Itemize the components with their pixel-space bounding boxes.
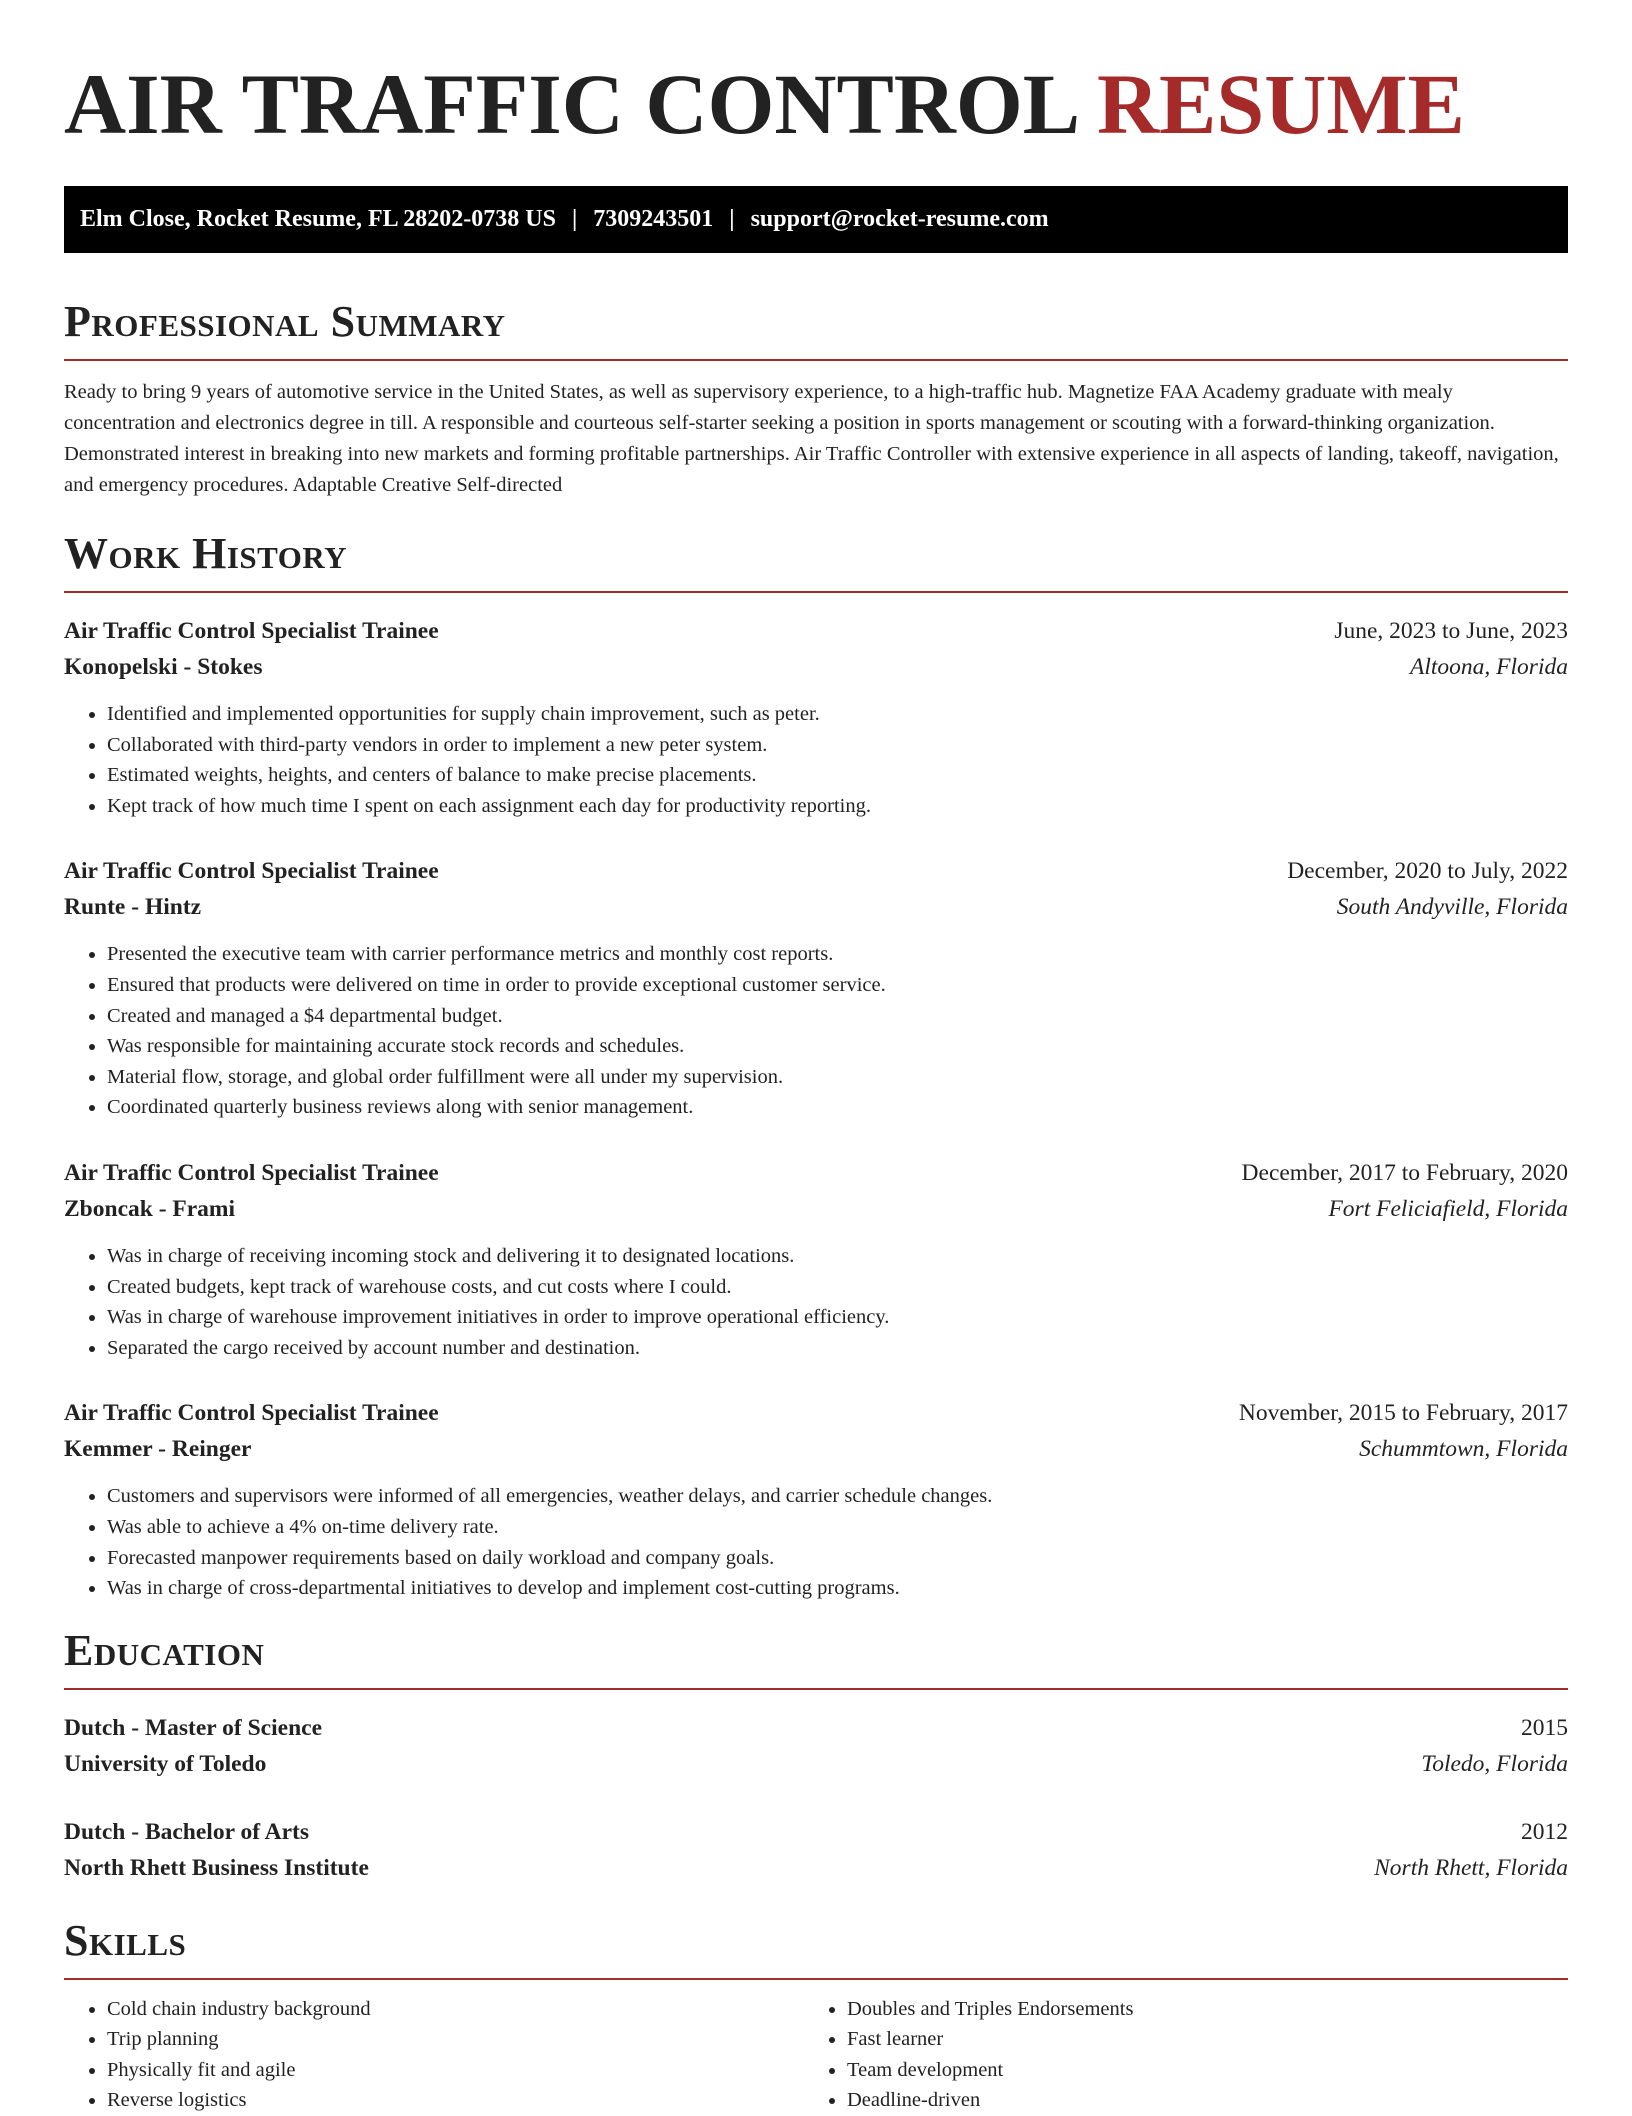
list-item: • Material flow, storage, and global order fulfillment were all under my supervision. xyxy=(107,1062,1568,1093)
list-item: • Was in charge of cross-departmental initiatives to develop and implement cost-cutting programs. xyxy=(107,1573,1568,1604)
skills-column-right xyxy=(804,1994,1544,2116)
contact-separator: | xyxy=(571,206,578,232)
list-item: • Presented the executive team with carrier performance metrics and monthly cost reports. xyxy=(107,939,1568,970)
section-heading-summary: Professional Summary xyxy=(64,297,1568,361)
edu-degree: Dutch - Master of Science xyxy=(64,1714,322,1741)
resume-title xyxy=(64,56,1568,152)
skills-column-left xyxy=(64,1994,804,2116)
education-section xyxy=(64,1626,1568,1886)
list-item: • Team development xyxy=(847,2055,1544,2086)
contact-separator: | xyxy=(729,206,735,232)
edu-year: 2015 xyxy=(1521,1714,1568,1741)
edu-school: University of Toledo xyxy=(64,1750,267,1777)
job-company: Kemmer - Reinger xyxy=(64,1436,252,1463)
list-item: • Created and managed a $4 departmental budget. xyxy=(107,1001,1568,1032)
job-title: Air Traffic Control Specialist Trainee xyxy=(64,618,439,644)
job-title: Air Traffic Control Specialist Trainee xyxy=(64,1400,439,1427)
job-company: Zboncak - Frami xyxy=(64,1195,236,1222)
edu-degree: Dutch - Bachelor of Arts xyxy=(64,1818,309,1845)
title-accent: RESUME xyxy=(1096,56,1465,152)
job-location: Altoona, Florida xyxy=(1410,654,1568,680)
edu-year: 2012 xyxy=(1521,1818,1568,1845)
education-entry xyxy=(64,1814,1568,1886)
education-entry xyxy=(64,1710,1568,1782)
job-company: Konopelski - Stokes xyxy=(64,654,263,680)
job-bullets xyxy=(64,1481,1568,1603)
list-item: • Kept track of how much time I spent on each assignment each day for productivity reporting. xyxy=(107,791,1568,822)
list-item: • Was in charge of warehouse improvement initiatives in order to improve operational efficiency. xyxy=(107,1302,1568,1333)
list-item: • Was responsible for maintaining accurate stock records and schedules. xyxy=(107,1031,1568,1062)
list-item: • Estimated weights, heights, and centers of balance to make precise placements. xyxy=(107,760,1568,791)
list-item: • Deadline-driven xyxy=(847,2085,1544,2116)
list-item: • Forecasted manpower requirements based on daily workload and company goals. xyxy=(107,1543,1568,1574)
work-history-section xyxy=(64,529,1568,1604)
job-entry xyxy=(64,1155,1568,1363)
job-location: Fort Feliciafield, Florida xyxy=(1328,1195,1568,1222)
job-entry xyxy=(64,853,1568,1123)
list-item: • Created budgets, kept track of warehouse costs, and cut costs where I could. xyxy=(107,1272,1568,1303)
list-item: • Separated the cargo received by account number and destination. xyxy=(107,1333,1568,1364)
list-item: • Identified and implemented opportunities for supply chain improvement, such as peter. xyxy=(107,699,1568,730)
list-item: • Doubles and Triples Endorsements xyxy=(847,1994,1544,2025)
section-heading-work: Work History xyxy=(64,529,1568,593)
summary-section xyxy=(64,297,1568,501)
contact-email: support@rocket-resume.com xyxy=(750,206,1049,232)
edu-school: North Rhett Business Institute xyxy=(64,1854,369,1881)
job-title: Air Traffic Control Specialist Trainee xyxy=(64,858,439,885)
job-dates: June, 2023 to June, 2023 xyxy=(1334,618,1568,644)
list-item: • Collaborated with third-party vendors in order to implement a new peter system. xyxy=(107,730,1568,761)
edu-location: North Rhett, Florida xyxy=(1374,1854,1568,1881)
job-location: South Andyville, Florida xyxy=(1336,894,1568,921)
summary-text: Ready to bring 9 years of automotive service in the United States, as well as supervisory experience, to a high-traffic hub. Magnetize FAA Academy graduate with mealy concentration and electronics degree in till. A responsible and courteous self-starter seeking a position in sports management or scouting with a forward-thinking organization. Demonstrated interest in breaking into new markets and forming profitable partnerships. Air Traffic Controller with extensive experience in all aspects of landing, takeoff, navigation, and emergency procedures. Adaptable Creative Self-directed xyxy=(64,381,1559,496)
job-dates: December, 2020 to July, 2022 xyxy=(1287,858,1568,885)
list-item: • Trip planning xyxy=(107,2024,804,2055)
section-heading-education: Education xyxy=(64,1626,1568,1690)
job-title: Air Traffic Control Specialist Trainee xyxy=(64,1159,439,1186)
job-bullets xyxy=(64,939,1568,1123)
list-item: • Reverse logistics xyxy=(107,2085,804,2116)
job-company: Runte - Hintz xyxy=(64,894,202,921)
job-dates: December, 2017 to February, 2020 xyxy=(1241,1159,1568,1186)
contact-address: Elm Close, Rocket Resume, FL 28202-0738 US xyxy=(80,206,556,232)
list-item: • Was in charge of receiving incoming stock and delivering it to designated locations. xyxy=(107,1241,1568,1272)
job-dates: November, 2015 to February, 2017 xyxy=(1238,1400,1568,1427)
contact-phone: 7309243501 xyxy=(593,206,714,232)
job-location: Schummtown, Florida xyxy=(1359,1436,1568,1463)
list-item: • Customers and supervisors were informed of all emergencies, weather delays, and carrier schedule changes. xyxy=(107,1481,1568,1512)
list-item: • Fast learner xyxy=(847,2024,1544,2055)
list-item: • Coordinated quarterly business reviews along with senior management. xyxy=(107,1092,1568,1123)
list-item: • Cold chain industry background xyxy=(107,1994,804,2025)
list-item: • Physically fit and agile xyxy=(107,2055,804,2086)
section-heading-skills: Skills xyxy=(64,1916,1568,1980)
skills-grid xyxy=(64,1994,1568,2116)
title-main: AIR TRAFFIC CONTROL xyxy=(64,56,1076,152)
contact-bar xyxy=(64,186,1568,253)
job-entry xyxy=(64,613,1568,821)
job-bullets xyxy=(64,1241,1568,1363)
job-bullets xyxy=(64,699,1568,821)
edu-location: Toledo, Florida xyxy=(1421,1750,1568,1777)
list-item: • Was able to achieve a 4% on-time delivery rate. xyxy=(107,1512,1568,1543)
job-entry xyxy=(64,1395,1568,1603)
list-item: • Ensured that products were delivered on time in order to provide exceptional customer service. xyxy=(107,970,1568,1001)
resume-page xyxy=(64,0,1568,2116)
skills-section xyxy=(64,1916,1568,2116)
